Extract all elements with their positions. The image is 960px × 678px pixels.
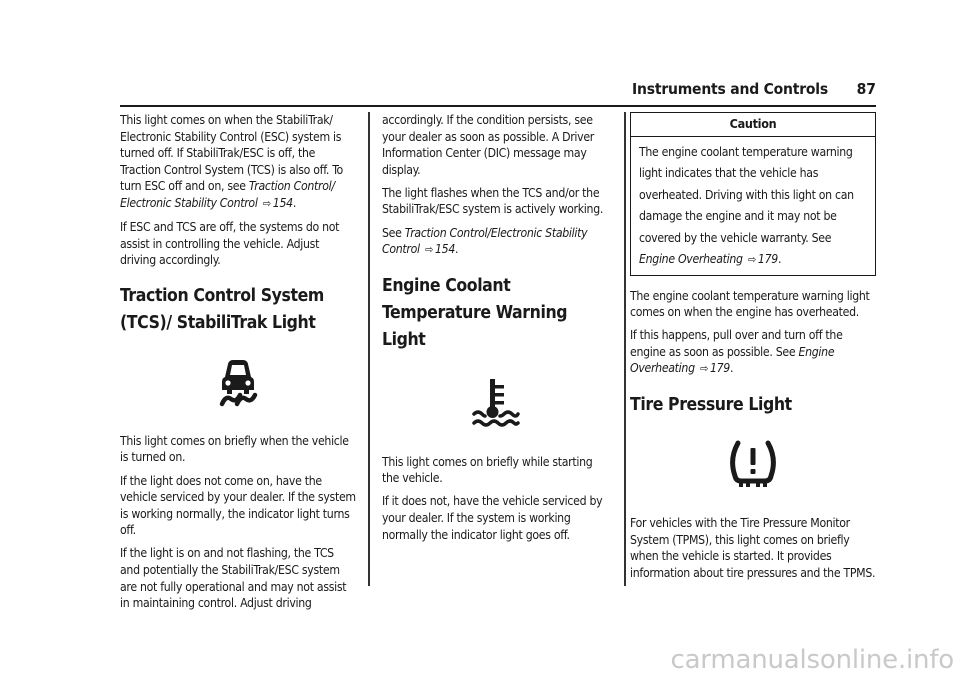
punctuation: . [455,242,459,257]
paragraph: For vehicles with the Tire Pressure Monitor System (TPMS), this light comes on briefly when the vehicle is started. It provides information about tire pressures and the TPMS. [630,516,876,580]
column-2 [382,112,610,550]
column-3 [630,112,876,588]
section-title: Instruments and Controls [632,80,828,98]
paragraph: If it does not, have the vehicle serviced by your dealer. If the system is working normally the indicator light goes off. [382,494,603,542]
paragraph: The engine coolant temperature warning light comes on when the engine has overheated. [630,288,870,320]
paragraph-text: If this happens, pull over and turn off the engine as soon as possible. See [630,328,843,359]
cross-reference-link[interactable]: Engine Overheating [630,344,835,376]
section-heading: Tire Pressure Light [630,395,792,416]
paragraph: The light flashes when the TCS and/or the StabiliTrak/ESC system is actively working. [382,185,604,217]
cross-reference-link[interactable]: Engine Overheating [639,252,743,267]
reference-arrow-icon: ⇨ [262,196,271,210]
header-rule [120,105,876,107]
page-reference[interactable]: 179 [709,361,730,376]
paragraph-text: This light comes on when the StabiliTrak/ Electronic Stability Control (ESC) system is turned off. If StabiliTrak/ESC is off, the Traction Control System (TCS) is also off. To turn ESC off and on, see [120,113,343,194]
caution-box [630,112,876,276]
coolant-temperature-icon [382,376,610,428]
caution-title: Caution [631,113,875,137]
column-1 [120,112,356,618]
section-heading: Traction Control System (TCS)/ StabiliTrak Light [120,285,324,333]
reference-arrow-icon: ⇨ [699,362,708,376]
paragraph [630,327,876,378]
page-reference[interactable]: 179 [757,252,778,267]
punctuation: . [292,195,296,210]
paragraph: If the light is on and not flashing, the TCS and potentially the StabiliTrak/ESC system are not fully operational and may not assist in maintaining control. Adjust driving [120,546,347,611]
paragraph-text: See [382,225,402,240]
caution-text: The engine coolant temperature warning light indicates that the vehicle has overheated. Driving with this light on can damage the engine and it may not be covered by the vehicle warranty. See [639,144,854,245]
paragraph: accordingly. If the condition persists, see your dealer as soon as possible. A Driver Information Center (DIC) message may display. [382,113,595,177]
punctuation: . [777,252,782,267]
cross-reference-link[interactable]: Traction Control/Electronic Stability Control [382,225,588,257]
traction-control-icon [120,357,356,407]
column-divider [624,112,626,586]
page-reference[interactable]: 154 [272,195,293,210]
page-reference[interactable]: 154 [434,242,455,257]
column-divider [368,112,370,586]
punctuation: . [729,361,734,376]
paragraph: If the light does not come on, have the vehicle serviced by your dealer. If the system is working normally, the indicator light turns off. [120,473,356,538]
page-number: 87 [856,80,876,98]
caution-body [631,137,875,275]
section-heading: Engine Coolant Temperature Warning Light [382,275,568,350]
paragraph: If ESC and TCS are off, the systems do not assist in controlling the vehicle. Adjust driving accordingly. [120,220,340,268]
paragraph [120,112,356,213]
reference-arrow-icon: ⇨ [424,243,433,257]
watermark: carmanualsonline.info [670,645,954,675]
cross-reference-link[interactable]: Traction Control/ Electronic Stability Control [120,179,335,210]
tire-pressure-icon [630,439,876,489]
paragraph: This light comes on briefly while starting the vehicle. [382,454,593,486]
paragraph: This light comes on briefly when the vehicle is turned on. [120,433,349,465]
paragraph [382,225,610,259]
reference-arrow-icon: ⇨ [747,253,756,267]
